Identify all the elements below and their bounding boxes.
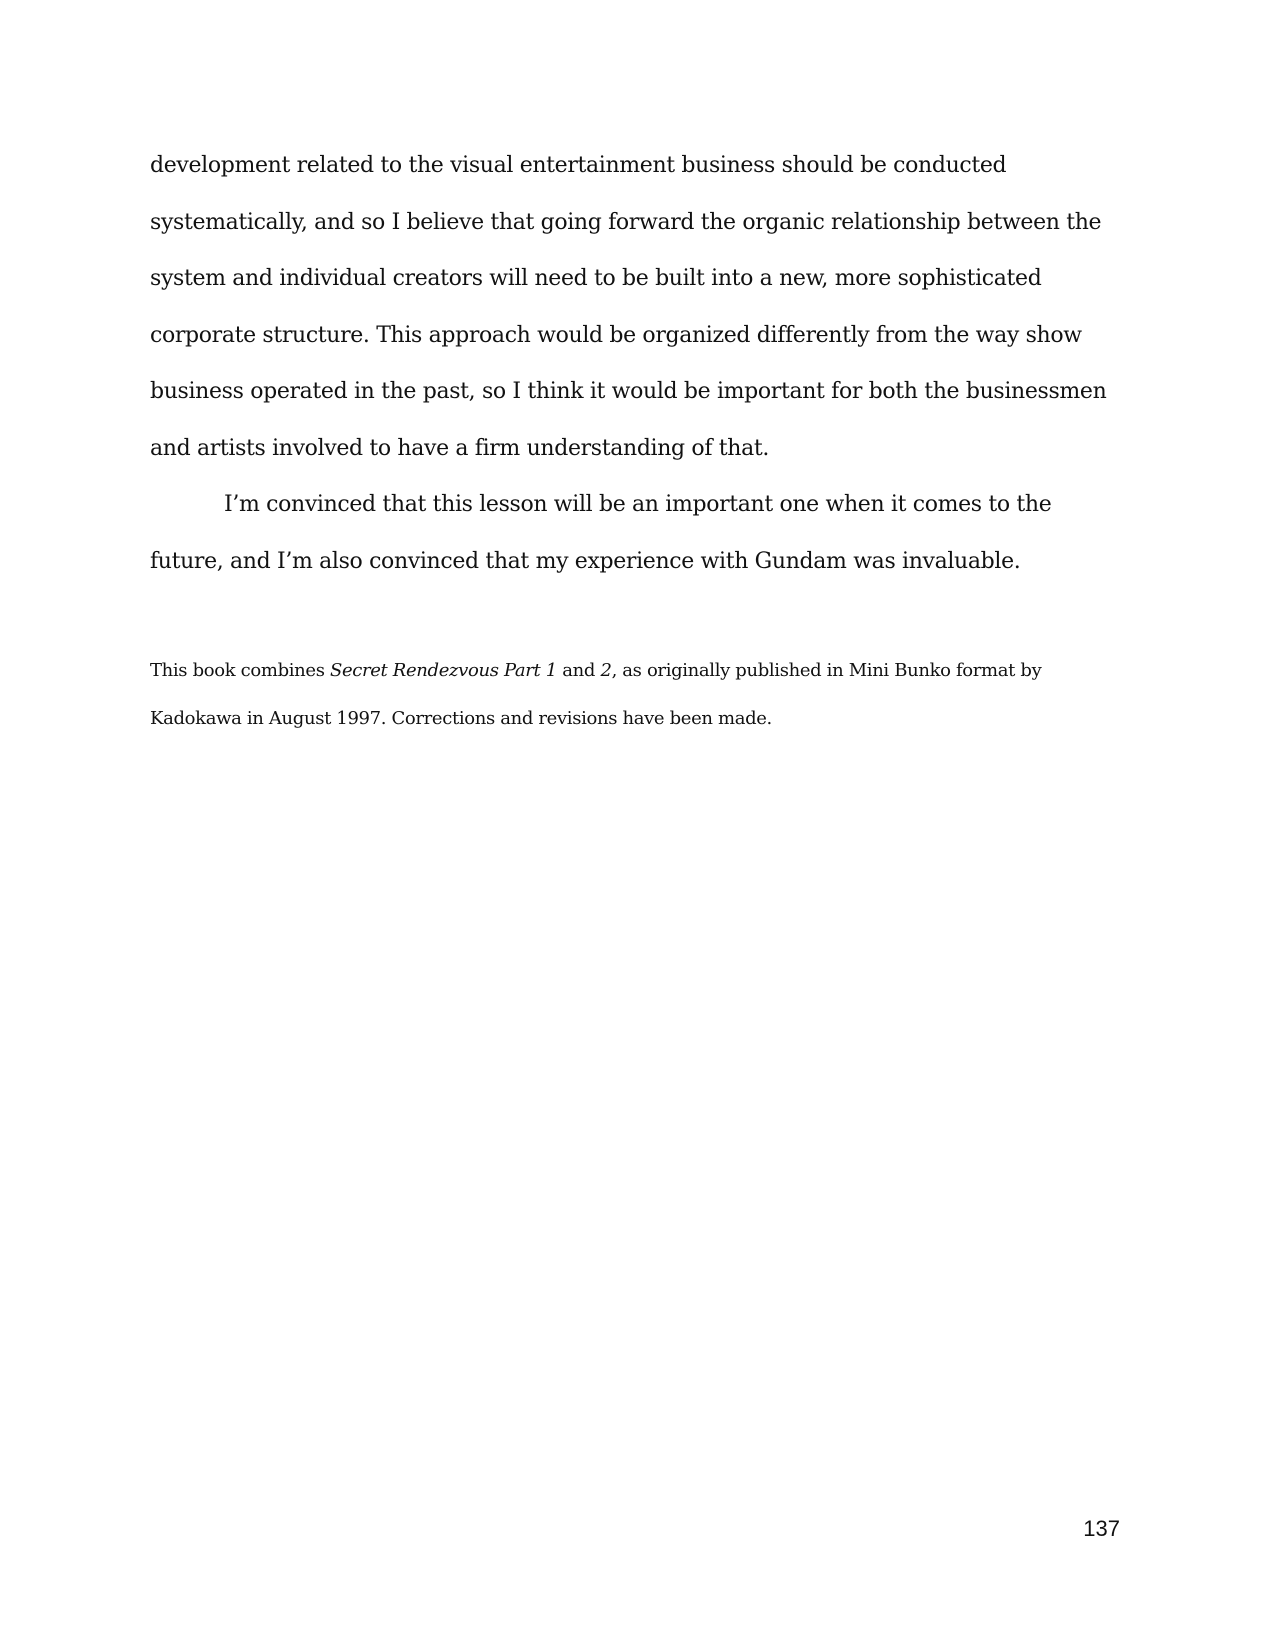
text-line: business operated in the past, so I think it would be important for both the businessmen <box>150 379 1107 404</box>
part-number: 2 <box>600 660 612 681</box>
body-text <box>150 138 1130 590</box>
text-line: future, and I’m also convinced that my experience with Gundam was invaluable. <box>150 548 1021 574</box>
page-number: 137 <box>1083 1516 1120 1541</box>
publication-note <box>150 647 1130 743</box>
text-line: development related to the visual entertainment business should be conducted <box>150 153 1007 178</box>
note-middle: and <box>556 660 601 681</box>
text-line: corporate structure. This approach would be organized differently from the way show <box>150 322 1082 348</box>
text-line: system and individual creators will need to be built into a new, more sophisticated <box>150 266 1042 291</box>
paragraph-2 <box>150 477 1130 590</box>
text-line: and artists involved to have a firm understanding of that. <box>150 435 769 461</box>
text-line: systematically, and so I believe that going forward the organic relationship between the <box>150 209 1102 235</box>
note-suffix: , as originally published in Mini Bunko format by <box>611 660 1042 681</box>
paragraph-1 <box>150 138 1130 477</box>
text-line: I’m convinced that this lesson will be an important one when it comes to the <box>224 492 1052 517</box>
publication-note-line-1 <box>150 647 1130 695</box>
note-prefix: This book combines <box>150 660 330 681</box>
publication-note-line-2: Kadokawa in August 1997. Corrections and revisions have been made. <box>150 708 772 729</box>
book-title: Secret Rendezvous Part 1 <box>329 660 557 681</box>
